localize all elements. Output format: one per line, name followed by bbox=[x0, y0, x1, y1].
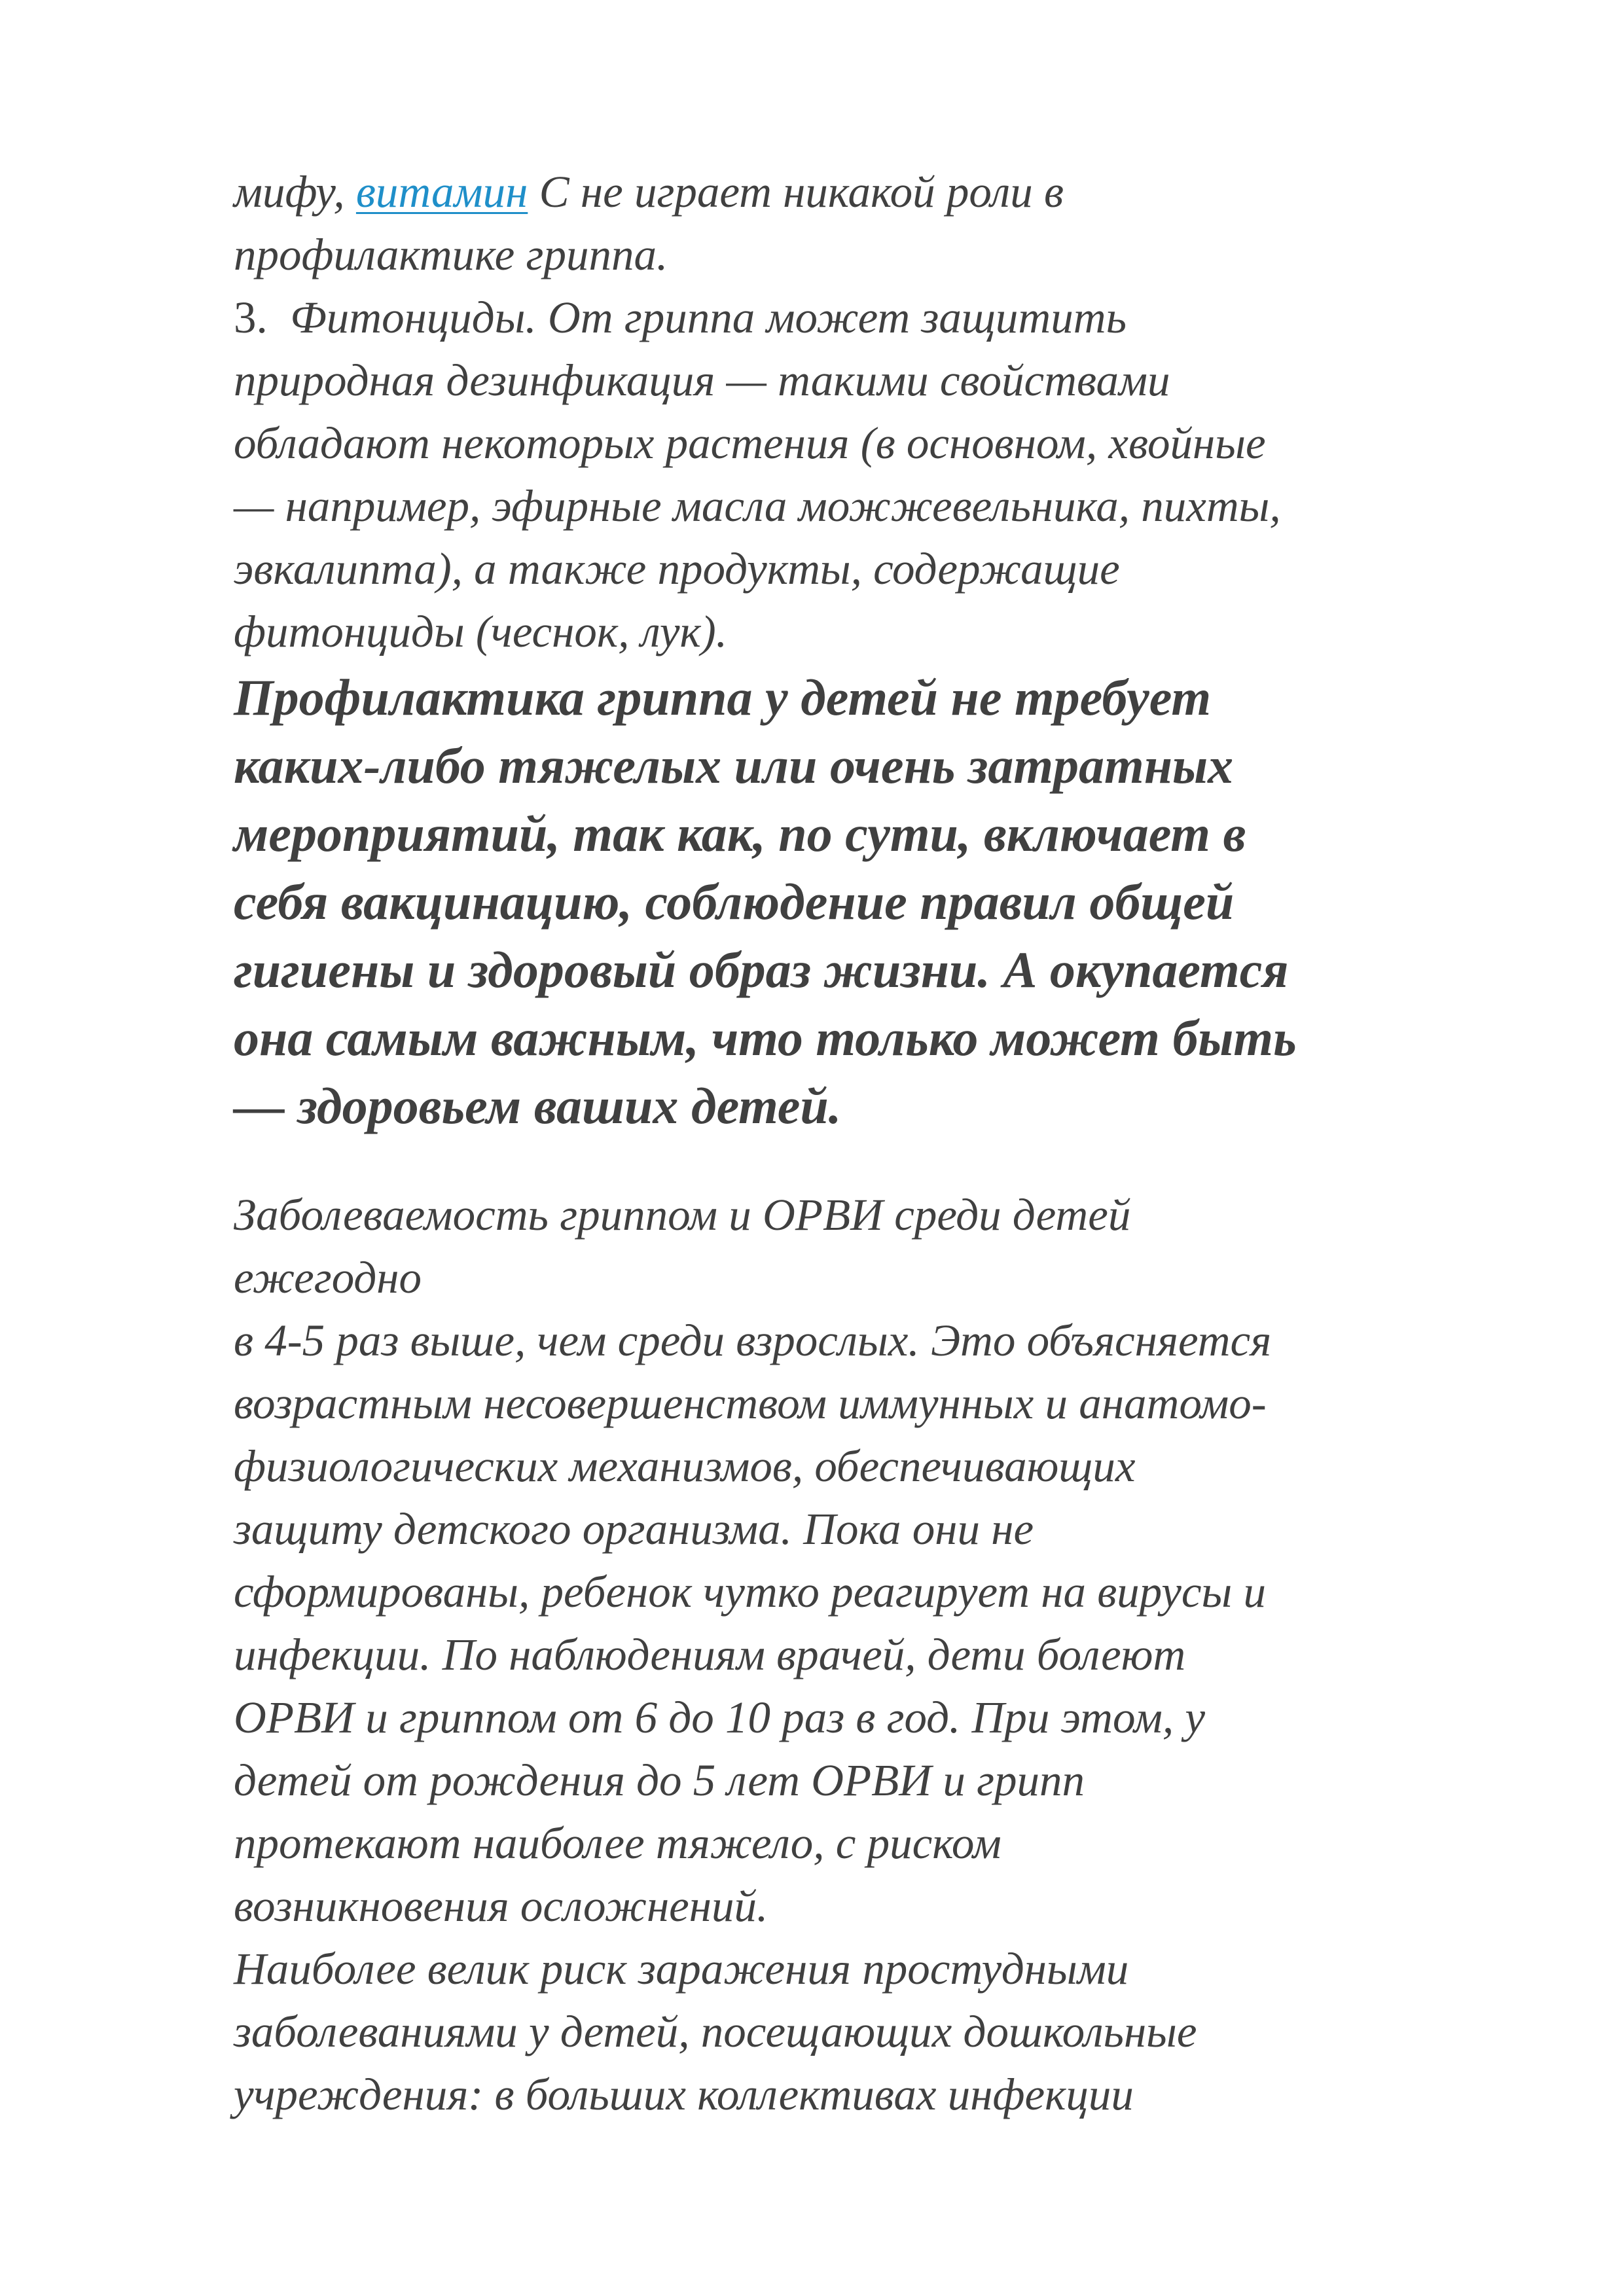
intro-line-2: профилактике гриппа. bbox=[234, 230, 668, 279]
list-item-3-line-1 bbox=[234, 286, 1543, 349]
incidence-line-7: сформированы, ребенок чутко реагирует на вирусы и bbox=[234, 1567, 1266, 1617]
highlight-paragraph bbox=[234, 664, 1543, 1140]
list-item-number: 3. bbox=[234, 293, 268, 342]
list-item-3 bbox=[234, 286, 1543, 663]
incidence-line-1: Заболеваемость гриппом и ОРВИ среди детей bbox=[234, 1190, 1131, 1240]
list-item-3-line-6: фитонциды (чеснок, лук). bbox=[234, 607, 727, 656]
list-item-3-line-3: обладают некоторых растения (в основном, хвойные bbox=[234, 418, 1266, 468]
incidence-line-6: защиту детского организма. Пока они не bbox=[234, 1504, 1034, 1554]
incidence-line-8: инфекции. По наблюдениям врачей, дети болеют bbox=[234, 1630, 1186, 1679]
highlight-line-1: Профилактика гриппа у детей не требует bbox=[234, 669, 1212, 726]
incidence-line-10: детей от рождения до 5 лет ОРВИ и грипп bbox=[234, 1755, 1085, 1805]
highlight-line-6: она самым важным, что только может быть bbox=[234, 1009, 1297, 1066]
highlight-line-2: каких-либо тяжелых или очень затратных bbox=[234, 737, 1234, 794]
list-item-3-text: Фитонциды. От гриппа может защитить bbox=[290, 293, 1127, 342]
vitamin-link[interactable]: витамин bbox=[355, 167, 528, 217]
list-item-3-line-5: эвкалипта), а также продукты, содержащие bbox=[234, 544, 1120, 594]
risk-line-1: Наиболее велик риск заражения простудными bbox=[234, 1944, 1129, 1994]
list-item-3-line-2: природная дезинфикация — такими свойствами bbox=[234, 355, 1170, 405]
intro-text-after-link: С не играет никакой роли в bbox=[528, 167, 1064, 217]
incidence-line-3: в 4-5 раз выше, чем среди взрослых. Это объясняется bbox=[234, 1316, 1272, 1365]
incidence-line-12: возникновения осложнений. bbox=[234, 1881, 768, 1931]
intro-paragraph bbox=[234, 160, 1543, 286]
intro-line-1 bbox=[234, 160, 1543, 223]
incidence-line-4: возрастным несовершенством иммунных и анатомо- bbox=[234, 1378, 1267, 1428]
risk-line-2: заболеваниями у детей, посещающих дошкольные bbox=[234, 2007, 1197, 2056]
incidence-paragraph bbox=[234, 1183, 1543, 1937]
list-item-3-line-4: — например, эфирные масла можжевельника, пихты, bbox=[234, 481, 1281, 531]
highlight-line-5: гигиены и здоровый образ жизни. А окупается bbox=[234, 941, 1289, 998]
highlight-line-3: мероприятий, так как, по сути, включает в bbox=[234, 805, 1246, 862]
highlight-line-4: себя вакцинацию, соблюдение правил общей bbox=[234, 873, 1235, 930]
incidence-line-2: ежегодно bbox=[234, 1253, 422, 1302]
intro-text-before-link: мифу, bbox=[234, 167, 356, 217]
incidence-line-5: физиологических механизмов, обеспечивающих bbox=[234, 1441, 1136, 1491]
risk-paragraph bbox=[234, 1937, 1543, 2126]
incidence-line-9: ОРВИ и гриппом от 6 до 10 раз в год. При этом, у bbox=[234, 1693, 1206, 1742]
highlight-line-7: — здоровьем ваших детей. bbox=[234, 1077, 842, 1134]
incidence-line-11: протекают наиболее тяжело, с риском bbox=[234, 1818, 1001, 1868]
risk-line-3: учреждения: в больших коллективах инфекции bbox=[234, 2070, 1134, 2119]
